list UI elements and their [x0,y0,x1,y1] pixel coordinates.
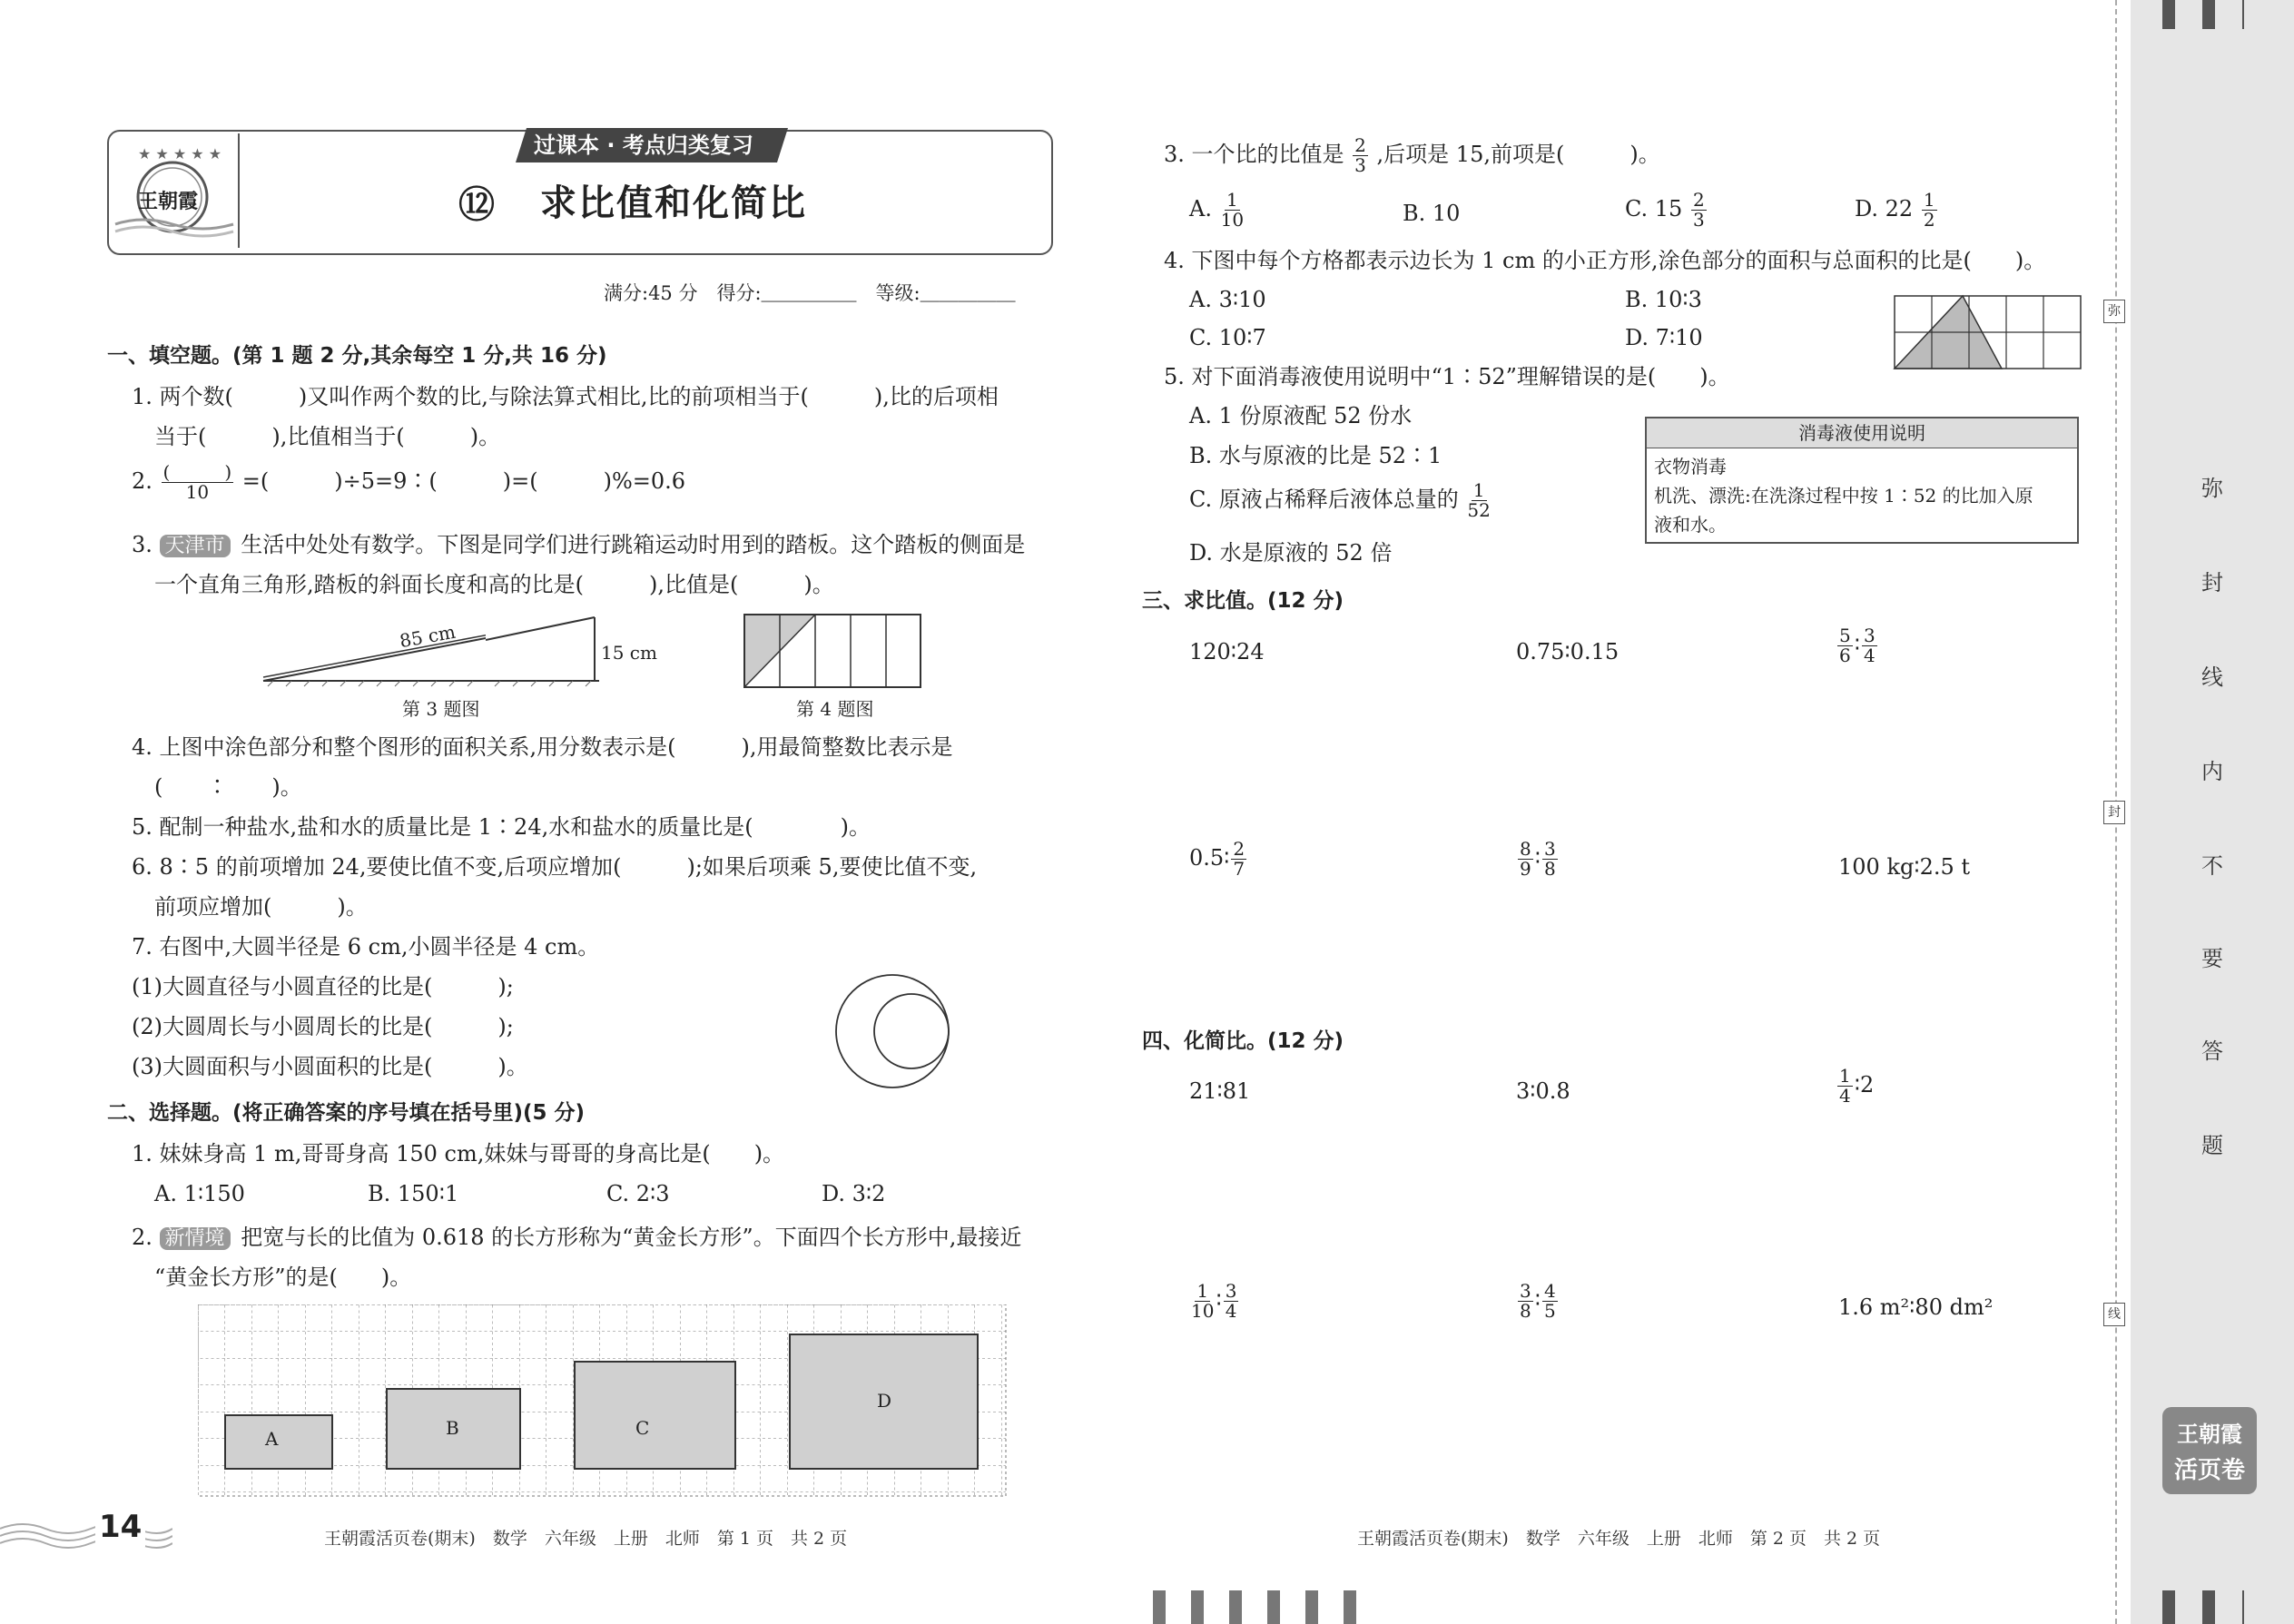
s3-item-1: 120∶24 [1189,639,1265,664]
s3-item-4: 0.5∶ $\frac{2}{7}$ [1189,838,1245,880]
rect-a [225,1415,332,1469]
s4-item-5: $\frac{3}{8}$ ∶ $\frac{4}{5}$ [1520,1280,1556,1322]
r-q4-opt-d: D. 7∶10 [1625,325,1703,350]
binding-char-1: 弥 [2201,476,2223,501]
seal-mark-2: 封 [2103,801,2125,824]
circles-figure [831,969,958,1097]
r-q5-a: A. 1 份原液配 52 份水 [1189,403,1413,428]
notice-line2: 机洗、漂洗:在洗涤过程中按 1∶52 的比加入原 [1654,485,2033,507]
binding-char-2: 封 [2201,570,2223,595]
s4-item-1: 21∶81 [1189,1078,1251,1104]
r-q4: 4. 下图中每个方格都表示边长为 1 cm 的小正方形,涂色部分的面积与总面积的比是( )。 [1164,248,2046,273]
brand-logo [2162,1407,2257,1494]
page-number: 14 [95,1507,145,1547]
fig3-slope-label: 85 cm [398,620,458,653]
fig3-caption: 第 3 题图 [402,698,480,720]
r-q5-b: B. 水与原液的比是 52∶1 [1189,443,1442,468]
rect-label-a: A [265,1428,279,1450]
r-q4-opt-b: B. 10∶3 [1625,287,1702,312]
s4-item-3: $\frac{1}{4}$ ∶2 [1839,1065,1875,1107]
s3-item-3: $\frac{5}{6}$ ∶ $\frac{3}{4}$ [1839,625,1876,666]
q1-line1: 1. 两个数( )又叫作两个数的比,与除法算式相比,比的前项相当于( ),比的后项相 [132,384,999,409]
s4-item-2: 3∶0.8 [1516,1078,1570,1104]
q2: 2. $\frac{( )}{10}$ =( )÷5=9∶( )=( )%=0.6 [132,461,686,503]
new-context-badge: 新情境 [160,1227,231,1250]
logo-seal [111,133,240,248]
q2-fraction: $\frac{( )}{10}$ [162,461,232,503]
s3-item-6: 100 kg∶2.5 t [1838,854,1971,880]
rect-label-c: C [635,1417,650,1439]
s3-item-2: 0.75∶0.15 [1516,639,1620,664]
r-q4-grid [1893,293,2083,371]
r-q5: 5. 对下面消毒液使用说明中“1∶52”理解错误的是( )。 [1164,364,1730,389]
r-q4-opt-a: A. 3∶10 [1189,287,1266,312]
svg-text:★ ★ ★ ★ ★: ★ ★ ★ ★ ★ [138,145,222,162]
fig3-ramp-right [486,606,604,688]
bottom-right-marks [2162,1590,2244,1624]
binding-char-6: 要 [2201,946,2223,971]
q1-line2: 当于( ),比值相当于( )。 [154,424,501,449]
q7-3: (3)大圆面积与小圆面积的比是( )。 [132,1054,528,1079]
s2-q1-opt-c: C. 2∶3 [606,1181,670,1206]
section-1-title: 一、填空题。(第 1 题 2 分,其余每空 1 分,共 16 分) [107,344,607,368]
binding-char-8: 题 [2201,1133,2223,1158]
q6-line1: 6. 8∶5 的前项增加 24,要使比值不变,后项应增加( );如果后项乘 5,要使比值不变, [132,854,978,880]
q4-line1: 4. 上图中涂色部分和整个图形的面积关系,用分数表示是( ),用最简整数比表示是 [132,734,953,760]
q6-line2: 前项应增加( )。 [154,894,368,920]
binding-char-3: 线 [2201,664,2223,690]
binding-strip [2131,0,2294,1624]
top-marks [2162,0,2244,29]
r-q4-opt-c: C. 10∶7 [1189,325,1266,350]
region-badge: 天津市 [160,535,231,557]
logo-text: 王朝霞 [138,190,199,213]
q7-2: (2)大圆周长与小圆周长的比是( ); [132,1014,514,1039]
section-3-title: 三、求比值。(12 分) [1142,589,1344,613]
page-title: 求比值和化简比 [540,182,807,224]
s2-q1-opt-a: A. 1∶150 [154,1181,245,1206]
brand-top: 王朝霞 [2177,1422,2242,1447]
r-q5-c: C. 原液占稀释后液体总量的 $\frac{1}{52}$ [1189,479,1491,521]
q4-line2: ( ∶ )。 [154,774,302,800]
seal-mark-3: 线 [2103,1303,2125,1326]
fig3-height-label: 15 cm [601,642,657,664]
s2-q1-opt-b: B. 150∶1 [368,1181,459,1206]
s2-q2-line2: “黄金长方形”的是( )。 [154,1265,412,1290]
s2-q1: 1. 妹妹身高 1 m,哥哥身高 150 cm,妹妹与哥哥的身高比是( )。 [132,1141,785,1166]
notice-line1: 衣物消毒 [1654,456,1727,477]
notice-title: 消毒液使用说明 [1647,418,2077,448]
binding-char-5: 不 [2201,853,2223,879]
fig4-grid [743,613,924,690]
binding-char-7: 答 [2201,1038,2223,1064]
fig4-caption: 第 4 题图 [796,698,874,720]
s4-item-6: 1.6 m²∶80 dm² [1838,1294,1994,1320]
section-2-title: 二、选择题。(将正确答案的序号填在括号里)(5 分) [107,1101,586,1125]
r-q3-opt-a: A. $\frac{1}{10}$ [1189,189,1245,231]
footer-right: 王朝霞活页卷(期末) 数学 六年级 上册 北师 第 2 页 共 2 页 [1357,1529,1881,1549]
r-q3-opt-d: D. 22 $\frac{1}{2}$ [1855,189,1935,231]
notice-line3: 液和水。 [1654,514,1727,536]
s2-q1-opt-d: D. 3∶2 [822,1181,886,1206]
r-q5-d: D. 水是原液的 52 倍 [1189,540,1393,566]
binding-char-4: 内 [2201,759,2223,784]
notice-box [1645,417,2079,544]
r-q3-opt-c: C. 15 $\frac{2}{3}$ [1625,189,1705,231]
s2-q2-line1: 2. 新情境 把宽与长的比值为 0.618 的长方形称为“黄金长方形”。下面四个长方形中,最接近 [132,1225,1022,1250]
r-q3: 3. 一个比的比值是 $\frac{2}{3}$ ,后项是 15,前项是( )。 [1164,134,1660,176]
q7: 7. 右图中,大圆半径是 6 cm,小圆半径是 4 cm。 [132,934,600,960]
brand-bottom: 活页卷 [2173,1457,2245,1484]
s3-item-5: $\frac{8}{9}$ ∶ $\frac{3}{8}$ [1520,838,1556,880]
seal-mark-1: 弥 [2103,300,2125,323]
q7-1: (1)大圆直径与小圆直径的比是( ); [132,974,514,999]
q3-line2: 一个直角三角形,踏板的斜面长度和高的比是( ),比值是( )。 [154,572,834,597]
rect-c [575,1362,735,1469]
rect-label-d: D [877,1390,892,1412]
rect-label-b: B [446,1417,459,1439]
footer-left: 王朝霞活页卷(期末) 数学 六年级 上册 北师 第 1 页 共 2 页 [324,1529,848,1549]
r-q3-opt-b: B. 10 [1403,201,1461,226]
section-4-title: 四、化简比。(12 分) [1142,1029,1344,1053]
q5: 5. 配制一种盐水,盐和水的质量比是 1∶24,水和盐水的质量比是( )。 [132,814,871,840]
score-line: 满分:45 分 得分:＿＿＿＿＿ 等级:＿＿＿＿＿ [604,282,1016,304]
s4-item-4: $\frac{1}{10}$ ∶ $\frac{3}{4}$ [1191,1280,1237,1322]
lesson-number: ⑫ [458,183,495,226]
bottom-marks [1153,1590,1371,1624]
banner-text: 过课本 · 考点归类复习 [534,133,753,158]
page-number-wave [0,1518,172,1554]
fig3-ramp [259,606,486,688]
q3-line1: 3. 天津市 生活中处处有数学。下图是同学们进行跳箱运动时用到的踏板。这个踏板的侧面是 [132,532,1026,557]
